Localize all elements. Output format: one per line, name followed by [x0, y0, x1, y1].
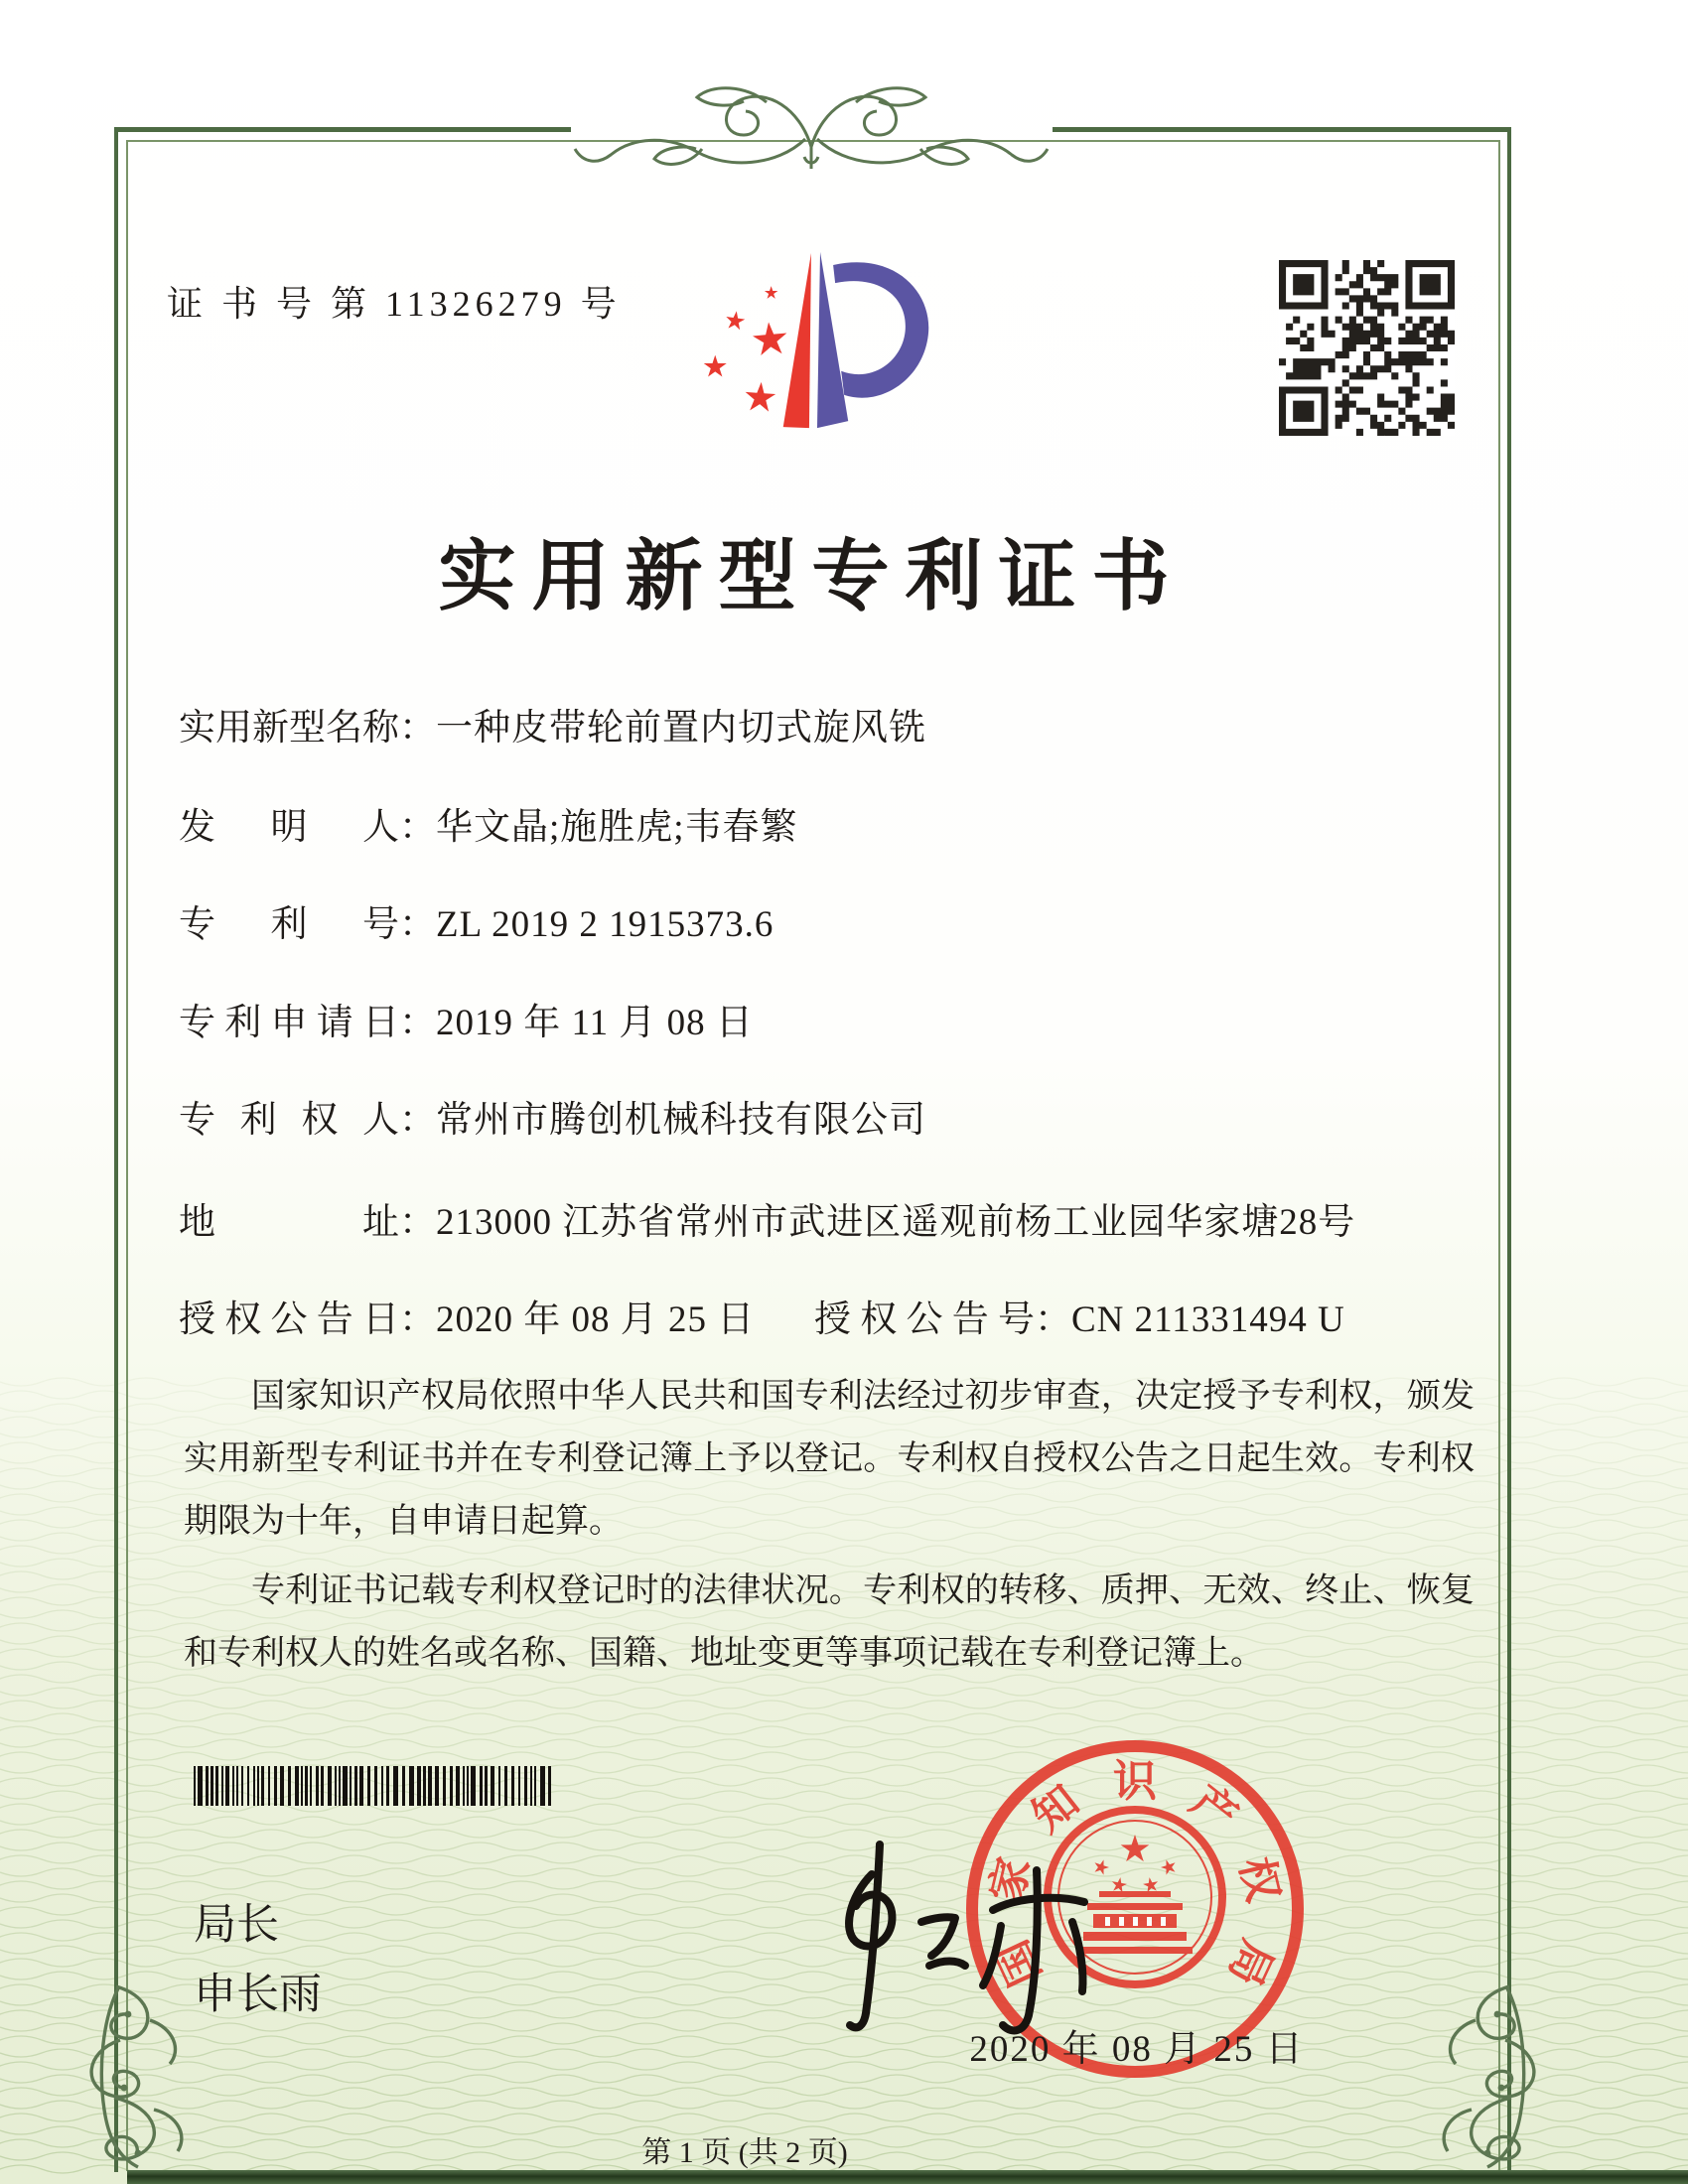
legal-paragraph-1: 国家知识产权局依照中华人民共和国专利法经过初步审查，决定授予专利权，颁发实用新型专利证书并在专利登记簿上予以登记。专利权自授权公告之日起生效。专利权期限为十年，自申请日起算。: [184, 1378, 1475, 1541]
field-patent-number: 专利号：ZL 2019 2 1915373.6: [179, 893, 774, 947]
logo-p-bowl: [833, 262, 928, 398]
field-address: 地址：213000 江苏省常州市武进区遥观前杨工业园华家塘28号: [179, 1191, 1355, 1245]
top-flourish-ornament: [563, 77, 1059, 177]
legal-paragraph-2: 专利证书记载专利权登记时的法律状况。专利权的转移、质押、无效、终止、恢复和专利权人的姓名或名称、国籍、地址变更等事项记载在专利登记簿上。: [184, 1571, 1475, 1672]
field-label: 实用新型名称: [179, 708, 399, 749]
seal-date: 2020 年 08 月 25 日: [969, 2029, 1305, 2070]
svg-text:知: 知: [1023, 1776, 1088, 1843]
svg-text:国: 国: [988, 1932, 1052, 1993]
qr-code: [1279, 260, 1455, 436]
field-value: 常州市腾创机械科技有限公司: [436, 1100, 926, 1141]
field-label: 授权公告号: [814, 1299, 1035, 1340]
field-value: 华文晶;施胜虎;韦春繁: [436, 807, 798, 848]
svg-text:权: 权: [1230, 1852, 1288, 1907]
grant-date-pair: 授权公告日：2020 年 08 月 25 日: [179, 1289, 755, 1342]
frame-left-inner-line: [126, 140, 128, 2171]
svg-text:家: 家: [982, 1852, 1040, 1907]
legal-text-block: [184, 1365, 1475, 1691]
field-value: 一种皮带轮前置内切式旋风铣: [436, 708, 926, 749]
director-title: 局长: [194, 1902, 279, 1949]
bottom-right-flourish: [1422, 1980, 1571, 2174]
barcode: [194, 1766, 559, 1806]
document-title: 实用新型专利证书: [438, 533, 1186, 619]
frame-right-line: [1507, 127, 1511, 2172]
certificate-number: 证 书 号 第 11326279 号: [167, 284, 622, 324]
field-label: 授权公告日: [179, 1299, 399, 1340]
field-label: 专利号: [179, 904, 399, 945]
svg-text:识: 识: [1113, 1757, 1157, 1807]
svg-text:局: 局: [1218, 1932, 1282, 1993]
cnipa-logo-icon: [683, 230, 953, 447]
svg-text:产: 产: [1182, 1776, 1247, 1843]
field-utility-model-name: 实用新型名称：一种皮带轮前置内切式旋风铣: [179, 697, 926, 751]
logo-stars: [704, 286, 787, 412]
field-value: 213000 江苏省常州市武进区遥观前杨工业园华家塘28号: [436, 1202, 1356, 1243]
director-block: [194, 1891, 322, 2029]
field-inventors: 发明人：华文晶;施胜虎;韦春繁: [179, 796, 798, 850]
grant-number-pair: 授权公告号：CN 211331494 U: [814, 1289, 1345, 1342]
frame-left-line: [114, 127, 118, 2172]
field-filing-date: 专利申请日：2019 年 11 月 08 日: [179, 992, 754, 1045]
director-name: 申长雨: [194, 1971, 322, 2018]
field-patentee: 专利权人：常州市腾创机械科技有限公司: [179, 1089, 926, 1143]
field-label: 发明人: [179, 807, 399, 848]
field-value: 2019 年 11 月 08 日: [436, 1003, 754, 1043]
frame-top-left-segment: [114, 127, 571, 132]
field-label: 专利权人: [179, 1100, 399, 1141]
bottom-left-flourish: [55, 1980, 204, 2174]
frame-right-inner-line: [1498, 140, 1500, 2171]
logo-red-cone: [783, 253, 811, 428]
field-value: 2020 年 08 月 25 日: [436, 1299, 756, 1340]
page-footer: 第 1 页 (共 2 页): [641, 2136, 848, 2169]
field-label: 地址: [179, 1202, 399, 1243]
frame-top-right-segment: [1053, 127, 1511, 132]
bottom-green-band: [127, 2170, 1688, 2184]
field-value: ZL 2019 2 1915373.6: [436, 904, 774, 945]
field-value: CN 211331494 U: [1071, 1299, 1345, 1340]
field-label: 专利申请日: [179, 1003, 399, 1043]
